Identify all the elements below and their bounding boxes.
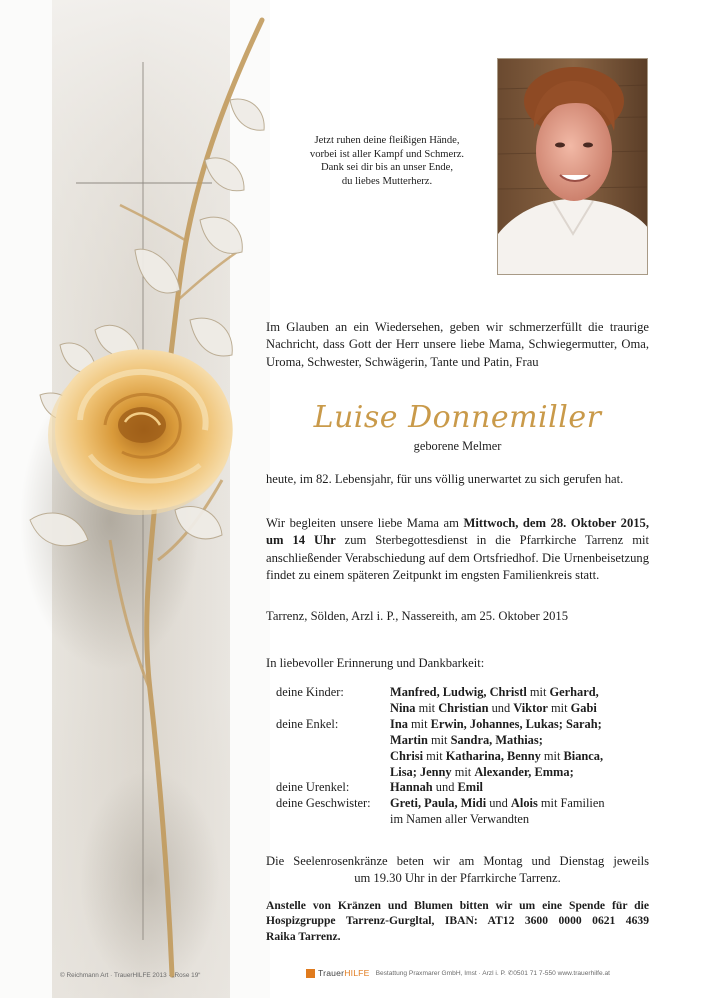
relation-label: deine Geschwister: bbox=[276, 796, 371, 811]
poem-line: vorbei ist aller Kampf und Schmerz. bbox=[309, 148, 465, 160]
maiden-name: geborene Melmer bbox=[413, 439, 502, 453]
family-row-great-grandchildren bbox=[276, 780, 656, 796]
family-row-children-cont bbox=[276, 701, 656, 717]
donation-notice bbox=[266, 898, 649, 944]
relation-names: im Namen aller Verwandten bbox=[390, 812, 530, 827]
donation-line: Anstelle von Kränzen und Blumen bitten wir um eine Spende für die bbox=[266, 899, 649, 912]
relation-names: Nina mit Christian und Viktor mit Gabi bbox=[390, 700, 597, 715]
deceased-name: Luise Donnemiller bbox=[313, 400, 602, 435]
relation-label: deine Enkel: bbox=[276, 716, 339, 731]
portrait-photo bbox=[497, 58, 648, 275]
brand-name: TrauerHILFE bbox=[318, 968, 370, 978]
family-row-children bbox=[276, 685, 656, 701]
relation-label: deine Kinder: bbox=[276, 685, 344, 699]
poem-line: Dank sei dir bis an unser Ende, bbox=[320, 162, 454, 173]
footer-contact: Bestattung Praxmarer GmbH, Imst · Arzl i. P. ✆0501 71 7-550 www.trauerhilfe.at bbox=[375, 970, 611, 977]
footer-info bbox=[306, 968, 610, 978]
rosary-line: um 19.30 Uhr in der Pfarrkirche Tarrenz. bbox=[354, 871, 561, 885]
relation-names: Lisa; Jenny mit Alexander, Emma; bbox=[390, 764, 574, 779]
family-row-siblings bbox=[276, 796, 656, 812]
age-sentence: heute, im 82. Lebensjahr, für uns völlig unerwartet zu sich gerufen hat. bbox=[266, 472, 624, 486]
trauerhilfe-logo-icon bbox=[306, 969, 315, 978]
family-row-relatives bbox=[276, 812, 656, 828]
artwork-credit: © Reichmann Art · TrauerHILFE 2013 · „Rose 19“ bbox=[60, 972, 201, 979]
relation-names: Martin mit Sandra, Mathias; bbox=[390, 732, 543, 747]
family-row-grandchildren bbox=[276, 717, 656, 733]
poem-verse bbox=[278, 134, 496, 188]
place-and-date: Tarrenz, Sölden, Arzl i. P., Nassereith, am 25. Oktober 2015 bbox=[266, 609, 569, 623]
rosary-notice bbox=[266, 853, 649, 887]
family-row-grandchildren-cont bbox=[276, 765, 656, 781]
poem-line: Jetzt ruhen deine fleißigen Hände, bbox=[314, 135, 460, 146]
donation-line: Hospizgruppe Tarrenz-Gurgltal, IBAN: AT12 3600 0000 0621 4639 bbox=[266, 914, 649, 928]
family-row-grandchildren-cont bbox=[276, 749, 656, 765]
service-paragraph bbox=[266, 515, 649, 585]
family-list bbox=[276, 685, 656, 828]
service-post: zum Sterbegottesdienst in die Pfarrkirche Tarrenz mit anschließender Verabschiedung auf dem Ortsfriedhof. Die Urnenbeisetzung findet zu einem späteren Zeitpunkt im engsten Familienkreis statt. bbox=[266, 533, 650, 583]
relation-label: deine Urenkel: bbox=[276, 780, 350, 795]
memory-heading: In liebevoller Erinnerung und Dankbarkeit: bbox=[266, 656, 485, 670]
intro-paragraph: Im Glauben an ein Wiedersehen, geben wir schmerzerfüllt die traurige Nachricht, dass Gott der Herr unsere liebe Mama, Schwiegermutter, Oma, Uroma, Schwester, Schwägerin, Tante und Patin, Frau bbox=[266, 320, 649, 369]
relation-names: Chrisi mit Katharina, Benny mit Bianca, bbox=[390, 748, 604, 763]
poem-line: du liebes Mutterherz. bbox=[341, 175, 433, 187]
service-pre: Wir begleiten unsere liebe Mama am bbox=[266, 516, 464, 530]
service-datetime: Mittwoch, dem 28. Oktober 2015, um 14 Uhr bbox=[266, 516, 649, 548]
rosary-line: Die Seelenrosenkränze beten wir am Montag und Dienstag jeweils bbox=[266, 854, 649, 868]
donation-line: Raika Tarrenz. bbox=[266, 929, 341, 943]
relation-names: Ina mit Erwin, Johannes, Lukas; Sarah; bbox=[390, 716, 602, 731]
watercolor-rose-artwork bbox=[0, 0, 270, 998]
family-row-grandchildren-cont bbox=[276, 733, 656, 749]
relation-names: Hannah und Emil bbox=[390, 780, 483, 795]
relation-names: Manfred, Ludwig, Christl mit Gerhard, bbox=[390, 685, 599, 699]
relation-names: Greti, Paula, Midi und Alois mit Familien bbox=[390, 796, 605, 811]
